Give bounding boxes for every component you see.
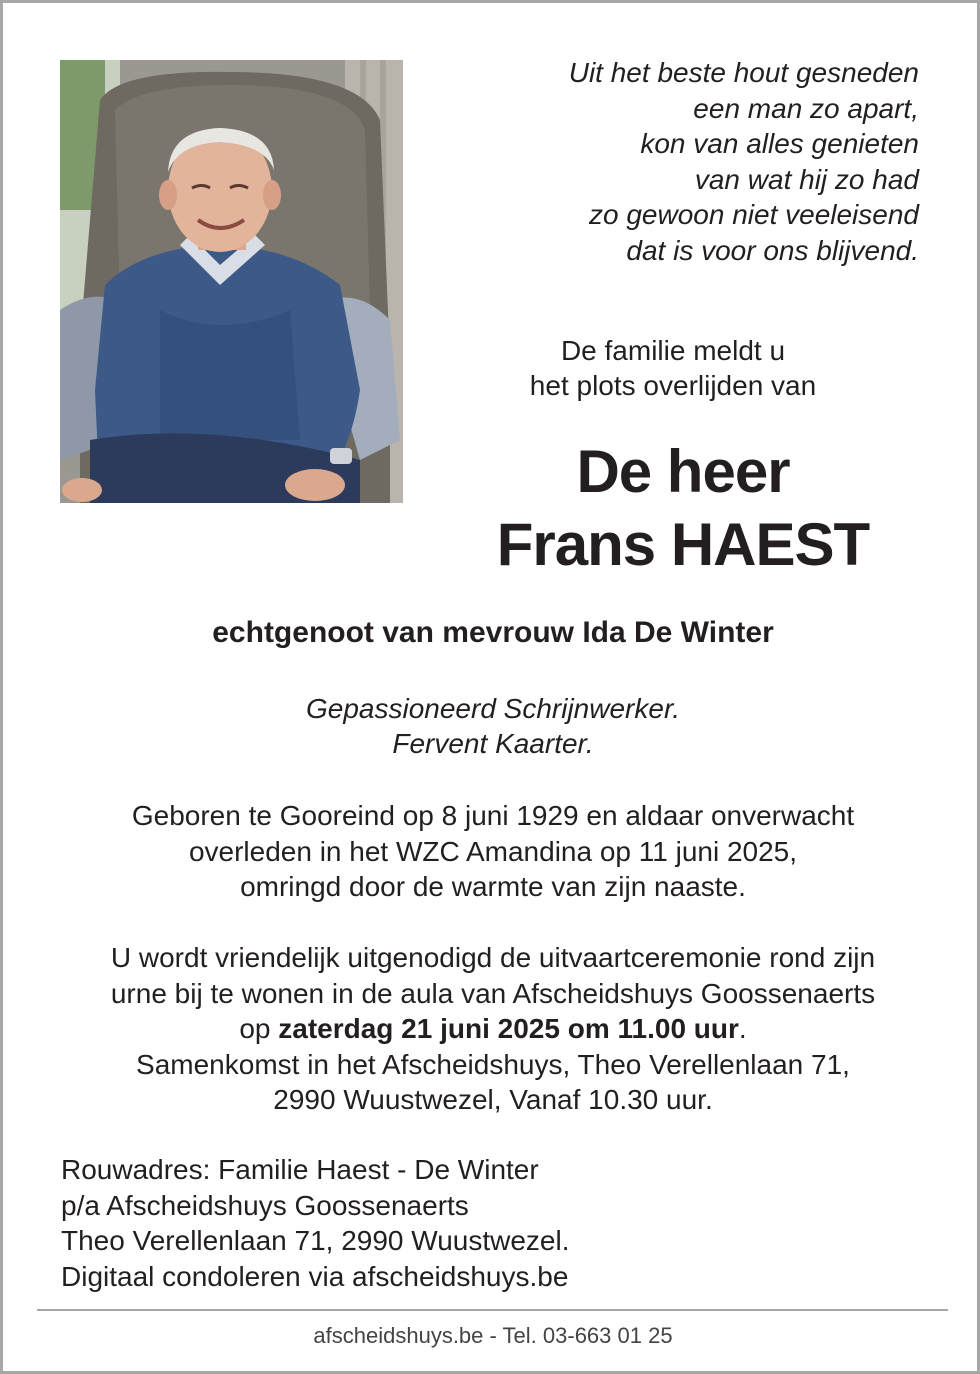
poem-line: van wat hij zo had bbox=[694, 163, 919, 195]
mourning-address bbox=[61, 1152, 761, 1294]
poem-line: dat is voor ons blijvend. bbox=[626, 234, 919, 266]
footer-divider bbox=[37, 1309, 948, 1311]
ceremony-date: zaterdag 21 juni 2025 om 11.00 uur bbox=[278, 1013, 739, 1044]
address-line: Digitaal condoleren via afscheidshuys.be bbox=[61, 1260, 569, 1292]
address-line: Rouwadres: Familie Haest - De Winter bbox=[61, 1154, 539, 1185]
tagline-line: Fervent Kaarter. bbox=[392, 728, 594, 759]
poem-line: een man zo apart, bbox=[693, 92, 919, 124]
address-line: Theo Verellenlaan 71, 2990 Wuustwezel. bbox=[61, 1225, 570, 1256]
poem-line: Uit het beste hout gesneden bbox=[568, 57, 919, 88]
announcement bbox=[473, 333, 873, 403]
paragraph-line: omringd door de warmte van zijn naaste. bbox=[240, 871, 746, 902]
announcement-line: het plots overlijden van bbox=[529, 370, 817, 401]
paragraph-line: Samenkomst in het Afscheidshuys, Theo Verellenlaan 71, bbox=[136, 1048, 850, 1080]
ceremony-paragraph bbox=[3, 940, 980, 1118]
tagline-line: Gepassioneerd Schrijnwerker. bbox=[305, 693, 681, 724]
ceremony-date-line bbox=[3, 1011, 980, 1047]
paragraph-line: 2990 Wuustwezel, Vanaf 10.30 uur. bbox=[273, 1084, 713, 1115]
address-line: p/a Afscheidshuys Goossenaerts bbox=[61, 1189, 469, 1221]
paragraph-line: overleden in het WZC Amandina op 11 juni 2025, bbox=[188, 835, 798, 867]
ceremony-date-prefix: op bbox=[239, 1013, 279, 1044]
announcement-line: De familie meldt u bbox=[560, 335, 786, 366]
tagline bbox=[3, 691, 980, 761]
birth-death-paragraph bbox=[3, 798, 980, 905]
name-title: De heer bbox=[576, 438, 790, 505]
footer-contact: afscheidshuys.be - Tel. 03-663 01 25 bbox=[313, 1323, 673, 1348]
poem-line: zo gewoon niet veeleisend bbox=[588, 199, 919, 230]
memorial-poem bbox=[459, 55, 919, 268]
deceased-name bbox=[443, 435, 923, 581]
ceremony-date-suffix: . bbox=[738, 1013, 747, 1044]
paragraph-line: urne bij te wonen in de aula van Afscheidshuys Goossenaerts bbox=[110, 977, 876, 1009]
paragraph-line: Geboren te Gooreind op 8 juni 1929 en aldaar onverwacht bbox=[131, 800, 855, 831]
spouse-line: echtgenoot van mevrouw Ida De Winter bbox=[212, 616, 774, 649]
portrait-photo bbox=[60, 60, 403, 503]
name-full: Frans HAEST bbox=[496, 511, 870, 578]
paragraph-line: U wordt vriendelijk uitgenodigd de uitvaartceremonie rond zijn bbox=[110, 942, 876, 973]
poem-line: kon van alles genieten bbox=[640, 128, 919, 159]
